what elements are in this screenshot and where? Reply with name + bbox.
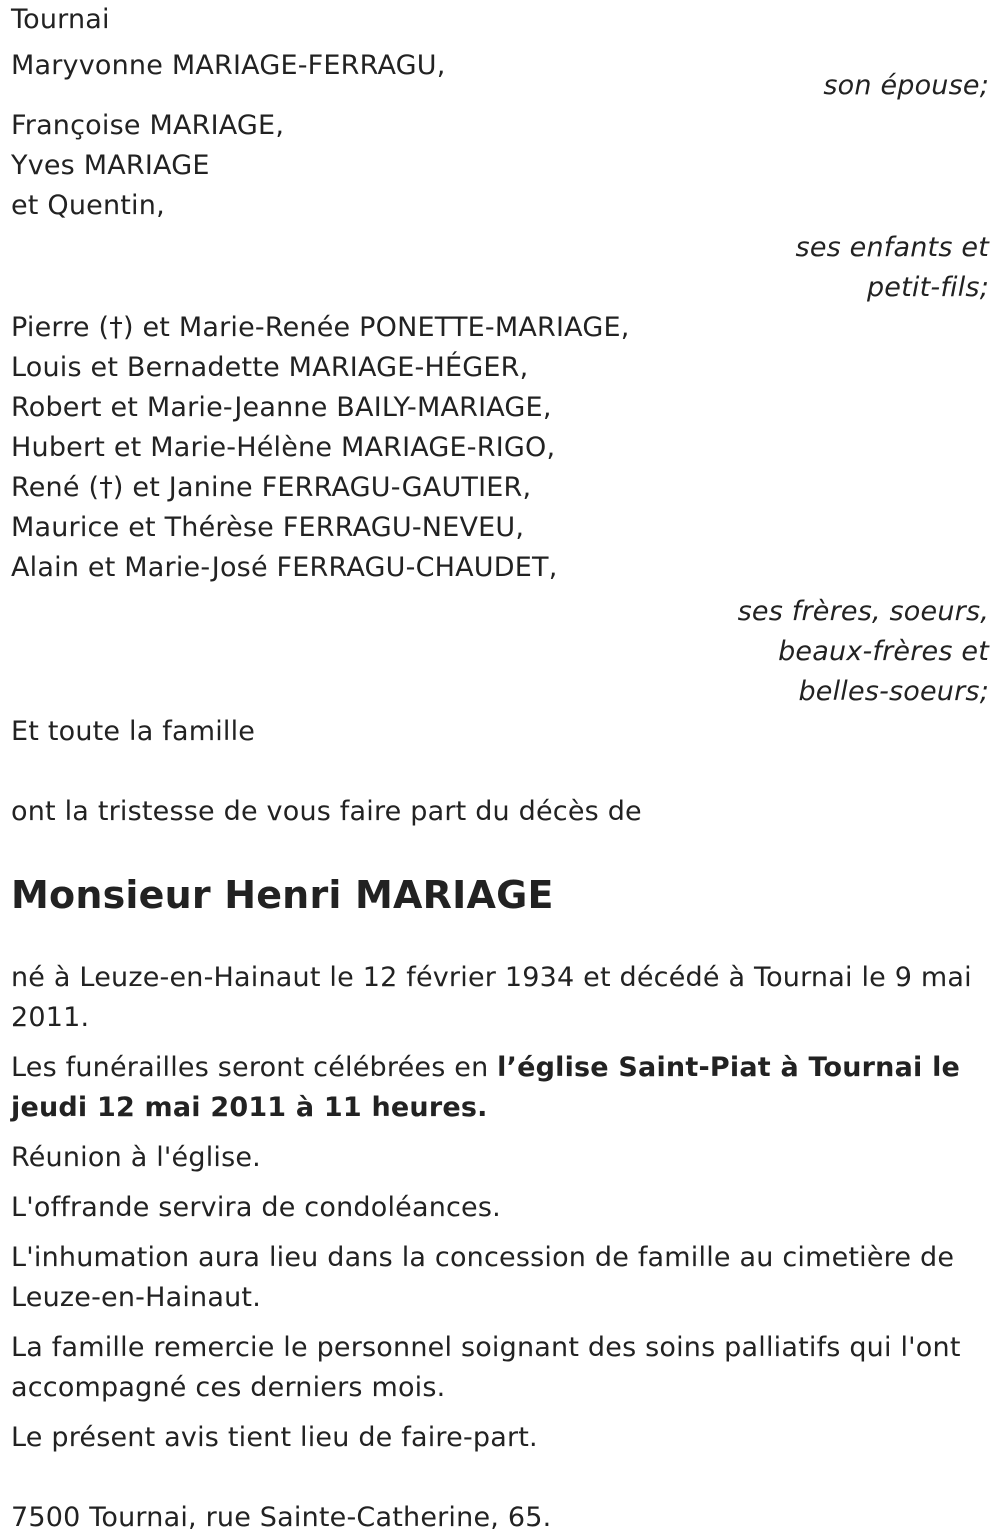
cross-icon: † [109, 312, 123, 343]
siblings-role-line: belles-soeurs; [798, 676, 989, 707]
burial-text: L'inhumation aura lieu dans la concession de famille au cimetière de Leuze-en-Hainaut. [11, 1242, 955, 1313]
city-heading: Tournai [11, 4, 110, 35]
children-role [11, 228, 989, 308]
deceased-name: Monsieur Henri MARIAGE [11, 873, 554, 917]
child-name: et Quentin, [11, 190, 165, 221]
thanks-text: La famille remercie le personnel soignant des soins palliatifs qui l'ont accompagné ces derniers mois. [11, 1332, 961, 1403]
address-text: 7500 Tournai, rue Sainte-Catherine, 65. [11, 1502, 552, 1533]
children-list [11, 106, 989, 226]
sibling-name: Louis et Bernadette MARIAGE-HÉGER, [11, 352, 529, 383]
meeting-text: Réunion à l'église. [11, 1142, 261, 1173]
sibling-name: Alain et Marie-José FERRAGU-CHAUDET, [11, 552, 558, 583]
sibling-name: Hubert et Marie-Hélène MARIAGE-RIGO, [11, 432, 556, 463]
family-line: Et toute la famille [11, 716, 256, 747]
siblings-role-line: ses frères, soeurs, [737, 596, 989, 627]
siblings-role-line: beaux-frères et [778, 636, 989, 667]
sibling-name: Pierre (†) et Marie-Renée PONETTE-MARIAGE, [11, 312, 630, 343]
child-name: Françoise MARIAGE, [11, 110, 285, 141]
funeral-details: l’église Saint-Piat à Tournai le jeudi 12 mai 2011 à 11 heures. [11, 1052, 961, 1123]
announcement-line: ont la tristesse de vous faire part du décès de [11, 796, 642, 827]
offering-text: L'offrande servira de condoléances. [11, 1192, 501, 1223]
sibling-name: Robert et Marie-Jeanne BAILY-MARIAGE, [11, 392, 552, 423]
death-notice [11, 0, 989, 1538]
funeral-text: Les funérailles seront célébrées en l’église Saint-Piat à Tournai le jeudi 12 mai 2011 à 11 heures. [11, 1052, 961, 1123]
children-role-line: petit-fils; [866, 272, 989, 303]
spouse-role: son épouse; [823, 70, 989, 101]
child-name: Yves MARIAGE [11, 150, 210, 181]
cross-icon: † [99, 472, 113, 503]
sibling-name: Maurice et Thérèse FERRAGU-NEVEU, [11, 512, 525, 543]
spouse-name: Maryvonne MARIAGE-FERRAGU, [11, 50, 446, 81]
siblings-list [11, 308, 989, 588]
sibling-name: René (†) et Janine FERRAGU-GAUTIER, [11, 472, 532, 503]
birth-death-text: né à Leuze-en-Hainaut le 12 février 1934 et décédé à Tournai le 9 mai 2011. [11, 962, 972, 1033]
siblings-role [11, 592, 989, 712]
notice-text: Le présent avis tient lieu de faire-part. [11, 1422, 538, 1453]
children-role-line: ses enfants et [795, 232, 989, 263]
